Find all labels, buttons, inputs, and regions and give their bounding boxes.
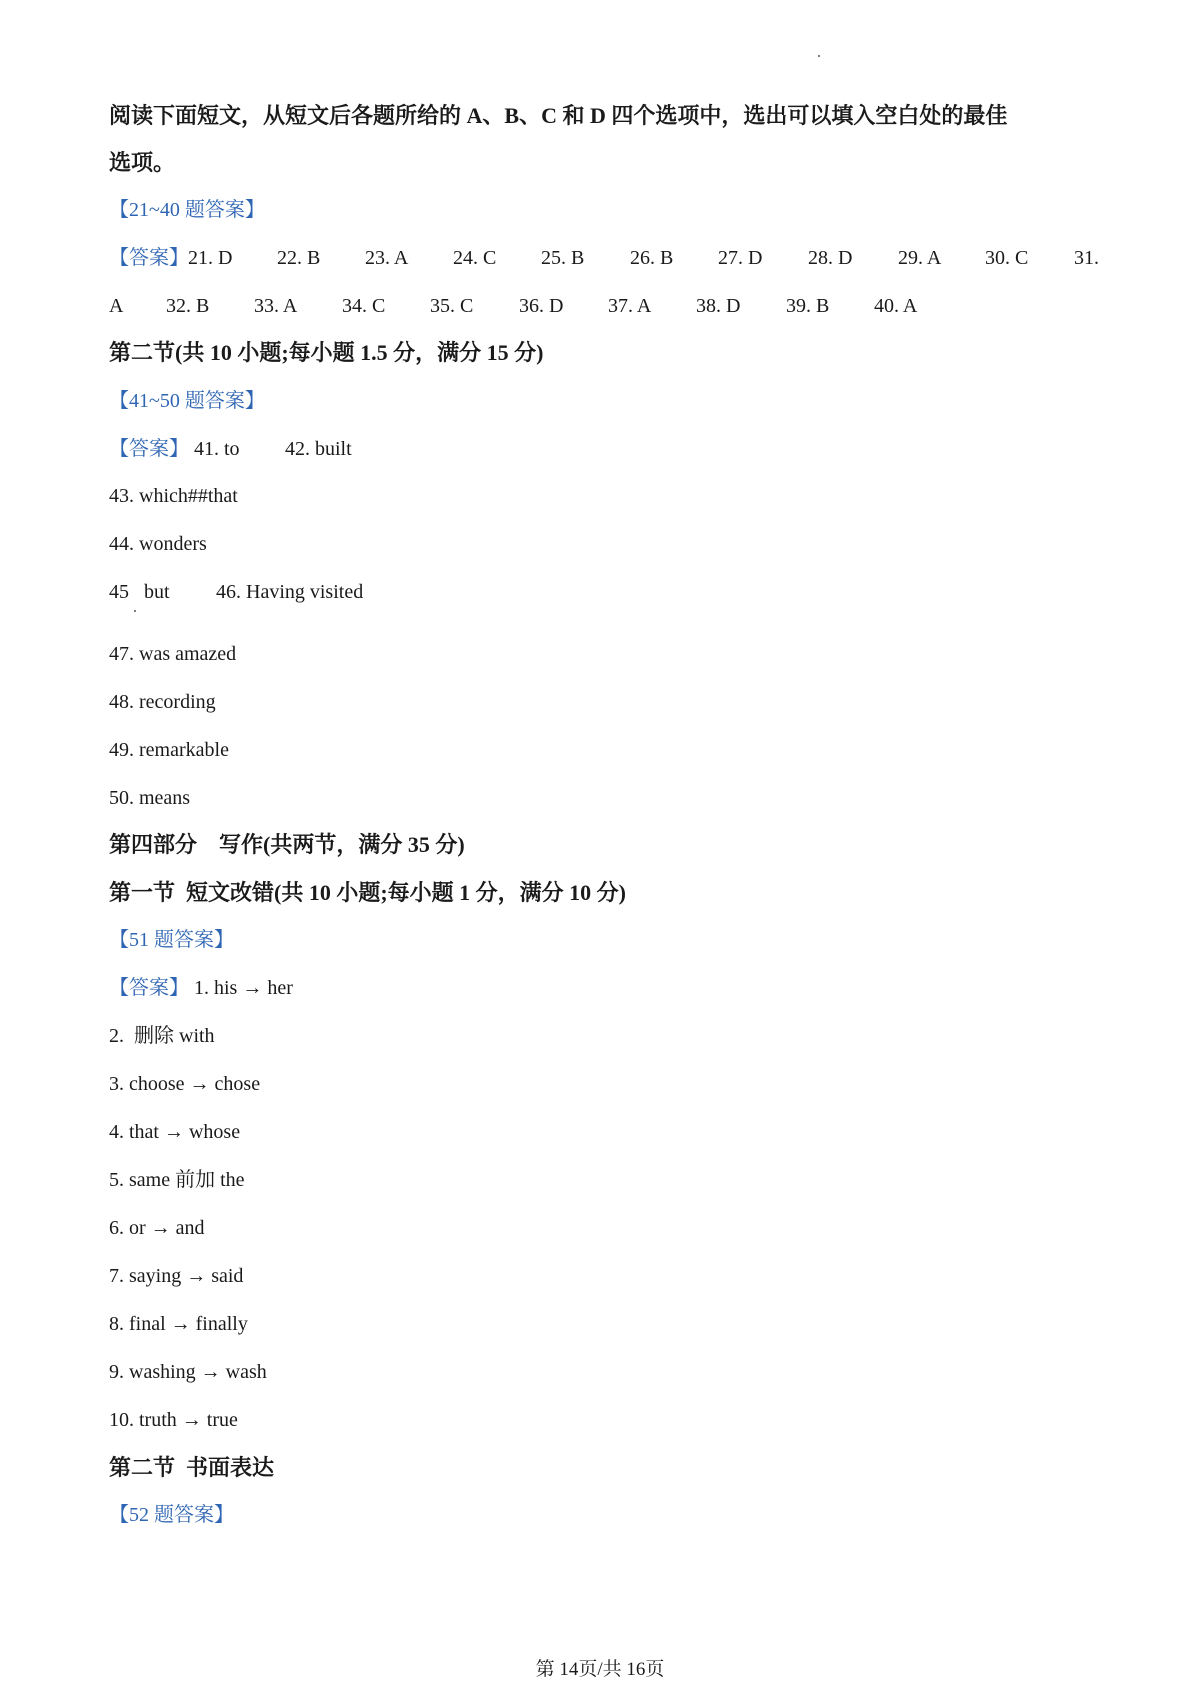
section-41-50-header: 【41~50 题答案】	[109, 390, 265, 412]
answer-39: 39. B	[786, 295, 830, 317]
answer-47: 47. was amazed	[109, 643, 237, 665]
answer-41: 41. to	[194, 438, 240, 460]
correction-4: 4. that → whose	[109, 1121, 241, 1143]
correction-6: 6. or → and	[109, 1217, 205, 1239]
answer-45: 45 but	[109, 581, 170, 603]
answer-28: 28. D	[808, 247, 853, 269]
section-51-header: 【51 题答案】	[109, 929, 234, 951]
correction-7: 7. saying → said	[109, 1265, 244, 1287]
correction-2: 2. 删除 with	[109, 1025, 215, 1047]
correction-9: 9. washing → wash	[109, 1361, 267, 1383]
answer-31-number: 31.	[1074, 247, 1099, 269]
correction-10: 10. truth → true	[109, 1409, 238, 1431]
answer-21: 21. D	[188, 247, 233, 269]
answer-50: 50. means	[109, 787, 191, 809]
answer-tag: 【答案】	[109, 438, 189, 460]
section-21-40-header: 【21~40 题答案】	[109, 199, 265, 221]
answer-tag: 【答案】	[109, 977, 189, 999]
answer-34: 34. C	[342, 295, 386, 317]
answer-46: 46. Having visited	[216, 581, 364, 603]
intro-line-1: 阅读下面短文，从短文后各题所给的 A、B、C 和 D 四个选项中，选出可以填入空白处的最佳	[109, 103, 1008, 128]
answer-29: 29. A	[898, 247, 942, 269]
correction-5: 5. same 前加 the	[109, 1169, 245, 1191]
part-4-title: 第四部分 写作(共两节，满分 35 分)	[109, 832, 465, 857]
answer-33: 33. A	[254, 295, 298, 317]
answer-27: 27. D	[718, 247, 763, 269]
correction-3: 3. choose → chose	[109, 1073, 261, 1095]
section-2b-title: 第二节 书面表达	[109, 1455, 275, 1480]
answer-38: 38. D	[696, 295, 741, 317]
answer-23: 23. A	[365, 247, 409, 269]
answer-42: 42. built	[285, 438, 352, 460]
answer-35: 35. C	[430, 295, 474, 317]
answer-30: 30. C	[985, 247, 1029, 269]
answer-24: 24. C	[453, 247, 497, 269]
answer-37: 37. A	[608, 295, 652, 317]
answer-26: 26. B	[630, 247, 674, 269]
intro-line-2: 选项。	[109, 150, 176, 175]
section-52-header: 【52 题答案】	[109, 1504, 234, 1526]
answer-44: 44. wonders	[109, 533, 207, 555]
answer-32: 32. B	[166, 295, 210, 317]
answer-22: 22. B	[277, 247, 321, 269]
correction-8: 8. final → finally	[109, 1313, 248, 1335]
top-dot-mark	[818, 55, 820, 57]
correction-1: 1. his → her	[194, 977, 293, 999]
answer-31-choice: A	[109, 295, 124, 317]
answer-45-dot	[134, 610, 136, 612]
answer-36: 36. D	[519, 295, 564, 317]
page-footer: 第 14页/共 16页	[535, 1659, 665, 1680]
answer-25: 25. B	[541, 247, 585, 269]
answer-49: 49. remarkable	[109, 739, 229, 761]
answer-43: 43. which##that	[109, 485, 238, 507]
answer-40: 40. A	[874, 295, 918, 317]
section-1-title: 第一节 短文改错(共 10 小题;每小题 1 分，满分 10 分)	[109, 880, 626, 905]
answer-tag: 【答案】	[109, 247, 189, 269]
answer-48: 48. recording	[109, 691, 216, 713]
section-2-title: 第二节(共 10 小题;每小题 1.5 分，满分 15 分)	[109, 340, 544, 365]
